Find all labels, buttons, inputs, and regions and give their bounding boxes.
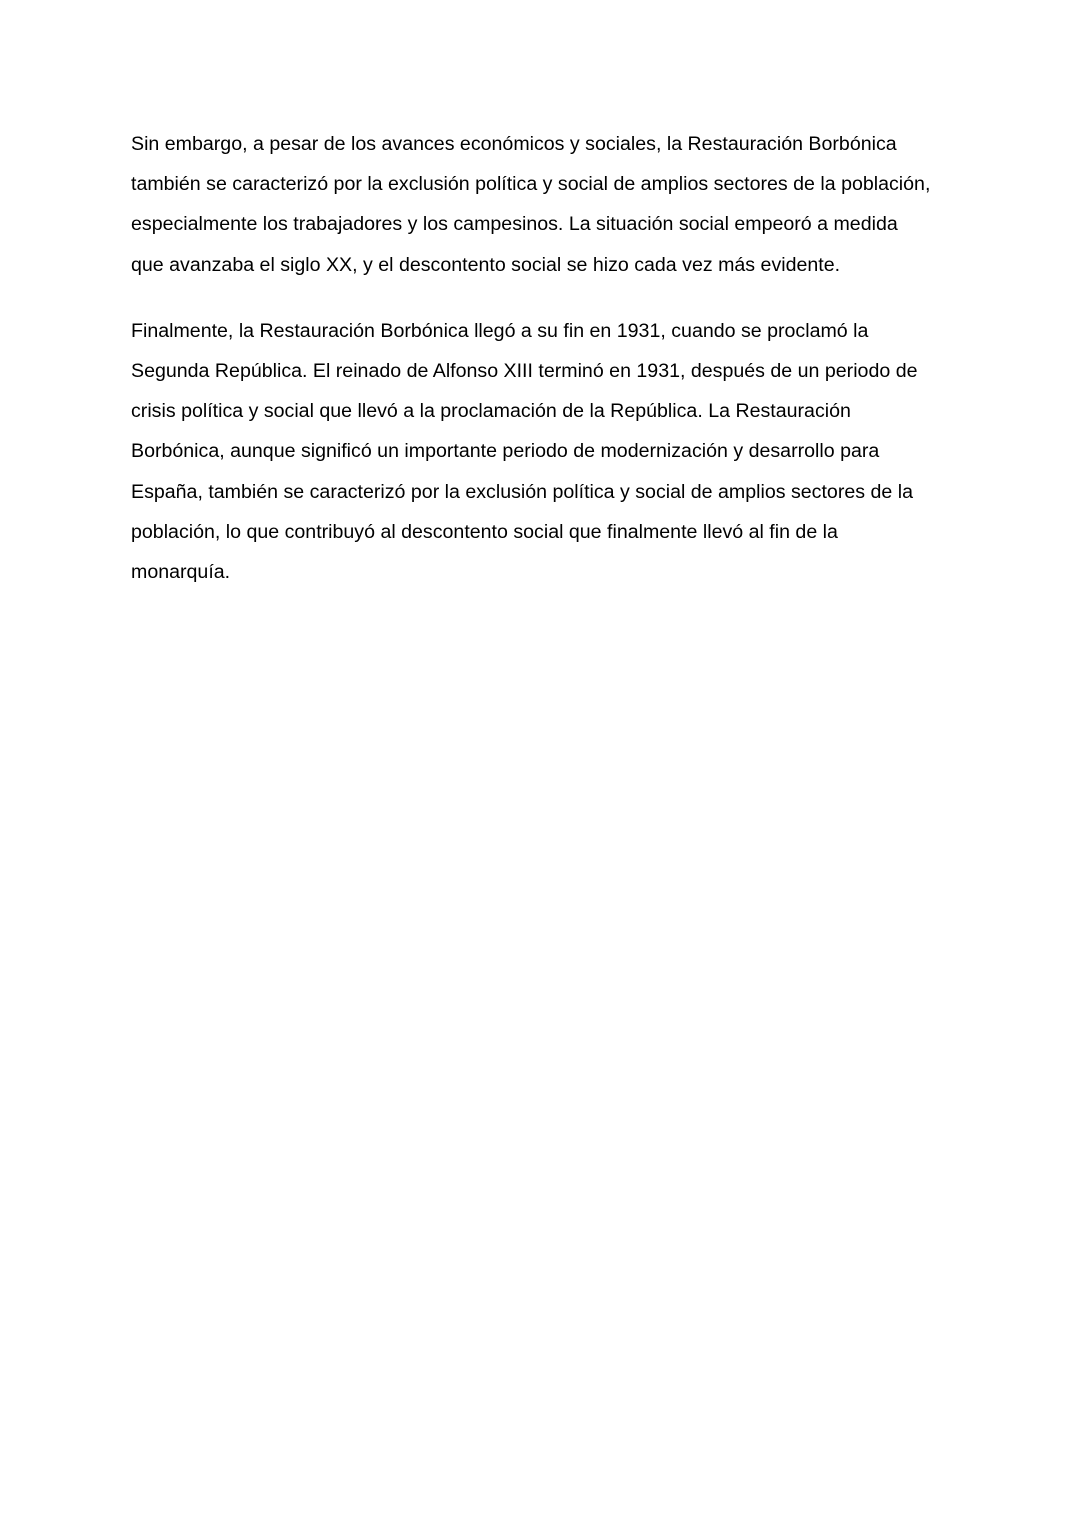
text-line: que avanzaba el siglo XX, y el descontento social se hizo cada vez más evidente.: [131, 253, 841, 276]
text-line: monarquía.: [131, 561, 231, 584]
paragraph-1: [131, 124, 961, 285]
text-line: también se caracterizó por la exclusión política y social de amplios sectores de la población,: [131, 173, 931, 196]
text-line: Sin embargo, a pesar de los avances económicos y sociales, la Restauración Borbónica: [131, 133, 897, 155]
text-line: Finalmente, la Restauración Borbónica llegó a su fin en 1931, cuando se proclamó la: [131, 319, 869, 342]
text-line: Borbónica, aunque significó un importante periodo de modernización y desarrollo para: [131, 440, 880, 463]
text-line: España, también se caracterizó por la exclusión política y social de amplios sectores de la: [131, 480, 913, 503]
text-line: Segunda República. El reinado de Alfonso XIII terminó en 1931, después de un periodo de: [131, 360, 918, 383]
paragraph-2: [131, 311, 961, 592]
text-line: crisis política y social que llevó a la proclamación de la República. La Restauración: [131, 400, 851, 423]
text-line: especialmente los trabajadores y los campesinos. La situación social empeoró a medida: [131, 213, 898, 236]
text-line: población, lo que contribuyó al descontento social que finalmente llevó al fin de la: [131, 520, 838, 543]
document-body: [131, 124, 961, 592]
